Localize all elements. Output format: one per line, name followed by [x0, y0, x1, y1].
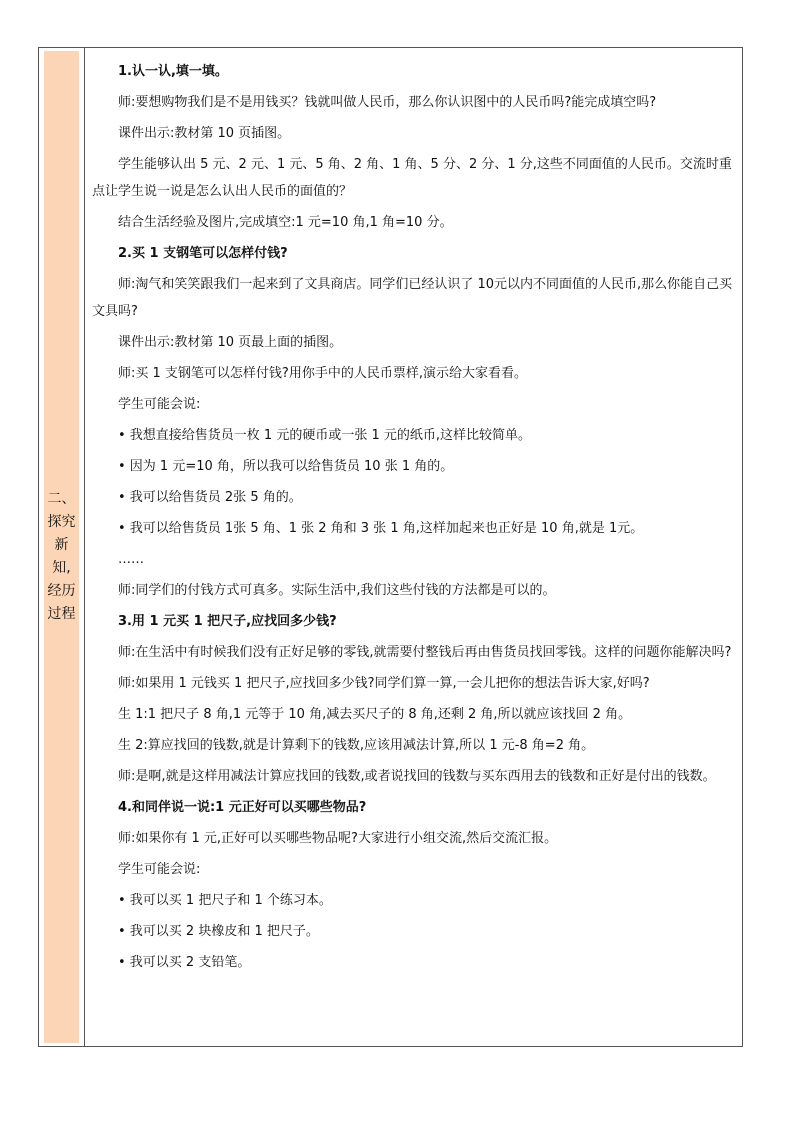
content-paragraph: • 因为 1 元=10 角，所以我可以给售货员 10 张 1 角的。 — [118, 459, 454, 474]
content-paragraph: • 我可以给售货员 1张 5 角、1 张 2 角和 3 张 1 角,这样加起来也正好是 10 角,就是 1元。 — [118, 521, 644, 536]
section-heading: 4.和同伴说一说:1 元正好可以买哪些物品? — [118, 800, 367, 815]
section-cell — [39, 48, 85, 1046]
content-paragraph: 师:是啊,就是这样用减法计算应找回的钱数,或者说找回的钱数与买东西用去的钱数和正好是付出的钱数。 — [118, 769, 716, 784]
section-heading: 1.认一认,填一填。 — [118, 64, 228, 79]
content-paragraph: • 我想直接给售货员一枚 1 元的硬币或一张 1 元的纸币,这样比较简单。 — [118, 428, 532, 443]
section-label-line: 探究 — [47, 514, 76, 530]
content-paragraph: • 我可以买 2 块橡皮和 1 把尺子。 — [118, 924, 319, 939]
lesson-table — [38, 47, 743, 1047]
content-paragraph: 课件出示:教材第 10 页最上面的插图。 — [118, 335, 343, 350]
content-paragraph: 师:要想购物我们是不是用钱买？钱就叫做人民币，那么你认识图中的人民币吗?能完成填空吗? — [118, 95, 657, 110]
content-paragraph: 师:如果你有 1 元,正好可以买哪些物品呢?大家进行小组交流,然后交流汇报。 — [118, 831, 558, 846]
content-paragraph: 师:在生活中有时候我们没有正好足够的零钱,就需要付整钱后再由售货员找回零钱。这样的问题你能解决吗? — [118, 645, 732, 660]
section-label-line: 知, — [52, 560, 71, 576]
content-paragraph: 师:淘气和笑笑跟我们一起来到了文具商店。同学们已经认识了 10元以内不同面值的人民币,那么你能自己买文具吗? — [92, 277, 733, 319]
content-paragraph: 师:同学们的付钱方式可真多。实际生活中,我们这些付钱的方法都是可以的。 — [118, 583, 556, 598]
content-paragraph: • 我可以买 1 把尺子和 1 个练习本。 — [118, 893, 332, 908]
section-heading: 2.买 1 支钢笔可以怎样付钱? — [118, 246, 288, 261]
content-paragraph: • 我可以买 2 支铅笔。 — [118, 955, 251, 970]
content-paragraph: 学生可能会说: — [118, 397, 201, 412]
content-cell — [85, 48, 742, 1046]
section-label — [39, 488, 84, 626]
section-label-line: 新 — [54, 537, 69, 553]
section-label-line: 过程 — [47, 606, 76, 622]
section-label-line: 二、 — [47, 491, 76, 507]
content-paragraph: 学生能够认出 5 元、2 元、1 元、5 角、2 角、1 角、5 分、2 分、1 分,这些不同面值的人民币。交流时重点让学生说一说是怎么认出人民币的面值的？ — [92, 157, 732, 199]
content-paragraph: 学生可能会说: — [118, 862, 201, 877]
section-label-line: 经历 — [47, 583, 76, 599]
content-paragraph: …… — [118, 552, 144, 567]
lesson-content — [92, 56, 739, 978]
content-paragraph: • 我可以给售货员 2张 5 角的。 — [118, 490, 302, 505]
section-heading: 3.用 1 元买 1 把尺子,应找回多少钱? — [118, 614, 337, 629]
content-paragraph: 课件出示:教材第 10 页插图。 — [118, 126, 291, 141]
content-paragraph: 生 1:1 把尺子 8 角,1 元等于 10 角,减去买尺子的 8 角,还剩 2 角,所以就应该找回 2 角。 — [118, 707, 632, 722]
content-paragraph: 师:如果用 1 元钱买 1 把尺子,应找回多少钱?同学们算一算,一会儿把你的想法告诉大家,好吗? — [118, 676, 650, 691]
content-paragraph: 生 2:算应找回的钱数,就是计算剩下的钱数,应该用减法计算,所以 1 元-8 角=2 角。 — [118, 738, 595, 753]
content-paragraph: 师:买 1 支钢笔可以怎样付钱?用你手中的人民币票样,演示给大家看看。 — [118, 366, 527, 381]
content-paragraph: 结合生活经验及图片,完成填空:1 元=10 角,1 角=10 分。 — [118, 215, 453, 230]
